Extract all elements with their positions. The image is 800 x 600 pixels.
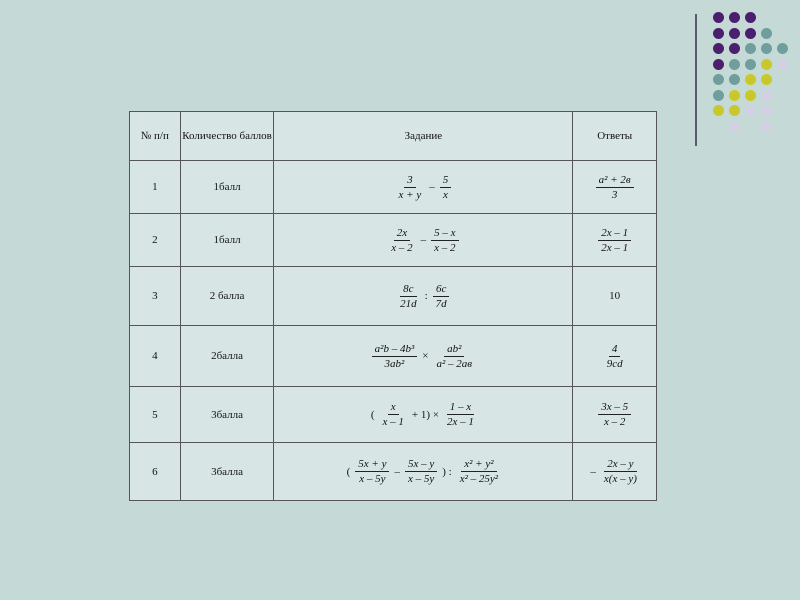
table-row [130, 326, 657, 387]
row-number: 1 [130, 161, 181, 214]
row-task: $\frac{8c}{21d}$ : $\frac{6c}{7d}$ [274, 267, 573, 326]
row-task: $\frac{3}{x + y}$ – $\frac{5}{x}$ [274, 161, 573, 214]
decorative-dot [761, 90, 772, 101]
answer-fraction: $\frac{2x - 1}{2x - 1}$ [598, 226, 631, 255]
row-number: 2 [130, 214, 181, 267]
task-fraction: $\frac{5x + y}{x - 5y}$ [355, 457, 389, 486]
row-points: 3балла [180, 387, 274, 443]
decorative-dot [761, 105, 772, 116]
task-fraction: $\frac{5}{x}$ [440, 173, 452, 202]
row-number: 3 [130, 267, 181, 326]
table-row [130, 214, 657, 267]
row-points: 2балла [180, 326, 274, 387]
row-answer [573, 161, 657, 214]
decorative-dot [713, 43, 724, 54]
answer-fraction: $\frac{2x - y}{x(x - y)}$ [603, 458, 637, 485]
answer-fraction: $\frac{\text{a² + 2в}}{3}$ [596, 173, 634, 202]
decorative-dot [761, 43, 772, 54]
decorative-dot [745, 59, 756, 70]
decorative-dot [761, 59, 772, 70]
decorative-dot [745, 90, 756, 101]
row-task: ( $\frac{5x + y}{x - 5y}$ – $\frac{5x - y}{x - 5y}$ ) : $\frac{\text{x² + y²}}{\text{x² – 25y²}}$ [274, 443, 573, 501]
decorative-dot [745, 74, 756, 85]
decorative-dot [713, 59, 724, 70]
decorative-dot [729, 90, 740, 101]
decorative-dot [729, 105, 740, 116]
decorative-dot [777, 59, 788, 70]
task-fraction: $\frac{\text{ab²}}{\text{a² – 2ав}}$ [436, 342, 473, 370]
task-fraction: $\frac{3}{x + y}$ [398, 173, 422, 201]
row-number: 5 [130, 387, 181, 443]
decorative-dot [713, 105, 724, 116]
decorative-dot [729, 74, 740, 85]
answer-fraction: $\frac{4}{9cd}$ [606, 342, 623, 370]
decorative-dot [761, 28, 772, 39]
header-answers: Ответы [573, 112, 657, 161]
row-points: 3балла [180, 443, 274, 501]
row-task: $\frac{\text{a²b – 4b³}}{\text{3ab²}}$ × $\frac{\text{ab²}}{\text{a² – 2ав}}$ [274, 326, 573, 387]
decorative-dot [729, 59, 740, 70]
row-number: 4 [130, 326, 181, 387]
row-answer [573, 326, 657, 387]
row-points: 1балл [180, 161, 274, 214]
decorative-dot [745, 105, 756, 116]
decorative-dot [713, 12, 724, 23]
decorative-dot [729, 121, 740, 132]
row-answer [573, 214, 657, 267]
header-number: № п/п [130, 112, 181, 161]
header-task: Задание [274, 112, 573, 161]
task-fraction: $\frac{2x}{x - 2}$ [391, 226, 413, 254]
task-fraction: $\frac{8c}{21d}$ [400, 282, 417, 310]
decorative-dot [777, 43, 788, 54]
row-task: ( $\frac{x}{x - 1}$ + 1) × $\frac{1 - x}{2x - 1}$ [274, 387, 573, 443]
table-header-row [130, 112, 657, 161]
task-fraction: $\frac{\text{a²b – 4b³}}{\text{3ab²}}$ [372, 342, 418, 371]
decorative-dot [761, 121, 772, 132]
header-points: Количество баллов [180, 112, 274, 161]
table-row [130, 267, 657, 326]
decorative-dot [745, 12, 756, 23]
decorative-dot [713, 74, 724, 85]
decorative-dot [761, 74, 772, 85]
decorative-dot [729, 43, 740, 54]
decorative-dot [729, 12, 740, 23]
task-fraction: $\frac{6c}{7d}$ [433, 282, 450, 311]
table-row [130, 161, 657, 214]
decorative-dot [713, 90, 724, 101]
row-task: $\frac{2x}{x - 2}$ – $\frac{5 - x}{x - 2}$ [274, 214, 573, 267]
decorative-dot [729, 28, 740, 39]
task-fraction: $\frac{5 - x}{x - 2}$ [431, 226, 458, 255]
table-row [130, 387, 657, 443]
decorative-dot [745, 28, 756, 39]
task-fraction: $\frac{5x - y}{x - 5y}$ [405, 457, 437, 486]
task-fraction: $\frac{1 - x}{2x - 1}$ [446, 401, 474, 428]
row-points: 2 балла [180, 267, 274, 326]
answer-fraction: $\frac{3x - 5}{x - 2}$ [598, 400, 631, 429]
task-fraction: $\frac{\text{x² + y²}}{\text{x² – 25y²}}$ [459, 458, 499, 485]
row-answer: – $\frac{2x - y}{x(x - y)}$ [573, 443, 657, 501]
task-fraction: $\frac{x}{x - 1}$ [382, 401, 404, 428]
row-answer [573, 387, 657, 443]
row-points: 1балл [180, 214, 274, 267]
decorative-dot [745, 43, 756, 54]
row-answer [573, 267, 657, 326]
assignment-table [129, 111, 657, 501]
decorative-dot [713, 28, 724, 39]
answer-value: 10 [609, 290, 621, 302]
row-number: 6 [130, 443, 181, 501]
table-row [130, 443, 657, 501]
